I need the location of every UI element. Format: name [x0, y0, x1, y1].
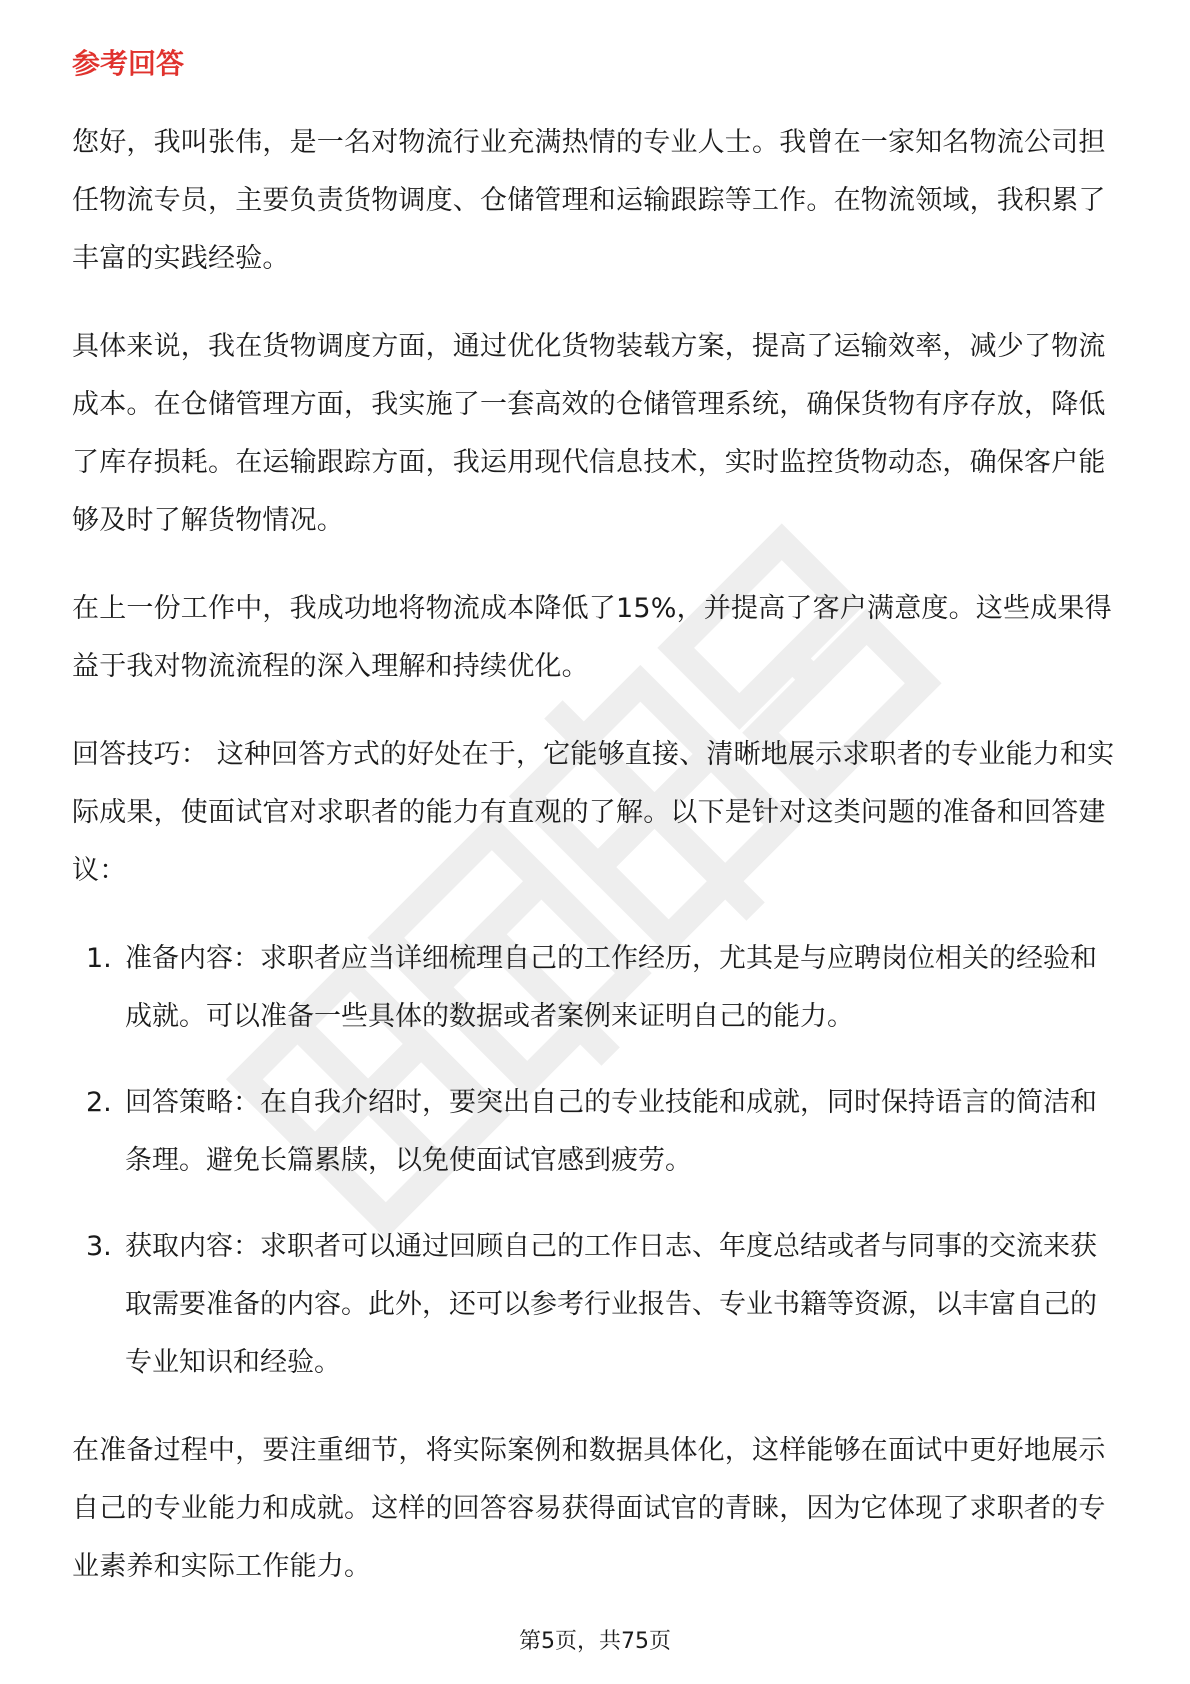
list-item-number: 2.: [86, 1087, 112, 1118]
section-title: 参考回答: [72, 47, 185, 80]
closing-paragraph: 在准备过程中，要注重细节，将实际案例和数据具体化，这样能够在面试中更好地展示自己的专业能力和成就。这样的回答容易获得面试官的青睐，因为它体现了求职者的专业素养和实际工作能力。: [72, 1435, 1106, 1582]
list-item: [72, 1074, 1122, 1190]
page-number-footer: 第5页，共75页: [519, 1629, 671, 1654]
list-item: [72, 1218, 1122, 1392]
document-content: [72, 44, 1122, 1626]
list-item-number: 1.: [86, 943, 112, 974]
details-paragraph: 具体来说，我在货物调度方面，通过优化货物装载方案，提高了运输效率，减少了物流成本。在仓储管理方面，我实施了一套高效的仓储管理系统，确保货物有序存放，降低了库存损耗。在运输跟踪方面，我运用现代信息技术，实时监控货物动态，确保客户能够及时了解货物情况。: [72, 331, 1106, 536]
list-item: [72, 930, 1122, 1046]
list-item-number: 3.: [86, 1231, 112, 1262]
intro-paragraph: 您好，我叫张伟，是一名对物流行业充满热情的专业人士。我曾在一家知名物流公司担任物流专员，主要负责货物调度、仓储管理和运输跟踪等工作。在物流领域，我积累了丰富的实践经验。: [72, 127, 1106, 274]
tips-paragraph: 回答技巧： 这种回答方式的好处在于，它能够直接、清晰地展示求职者的专业能力和实际成果，使面试官对求职者的能力有直观的了解。以下是针对这类问题的准备和回答建议：: [72, 739, 1115, 886]
list-item-text: 回答策略：在自我介绍时，要突出自己的专业技能和成就，同时保持语言的简洁和条理。避免长篇累牍，以免使面试官感到疲劳。: [125, 1087, 1097, 1176]
achievement-paragraph: 在上一份工作中，我成功地将物流成本降低了15%，并提高了客户满意度。这些成果得益于我对物流流程的深入理解和持续优化。: [72, 593, 1112, 682]
list-item-text: 获取内容：求职者可以通过回顾自己的工作日志、年度总结或者与同事的交流来获取需要准备的内容。此外，还可以参考行业报告、专业书籍等资源，以丰富自己的专业知识和经验。: [125, 1231, 1097, 1378]
list-item-text: 准备内容：求职者应当详细梳理自己的工作经历，尤其是与应聘岗位相关的经验和成就。可以准备一些具体的数据或者案例来证明自己的能力。: [125, 943, 1097, 1032]
advice-list: [72, 930, 1122, 1392]
